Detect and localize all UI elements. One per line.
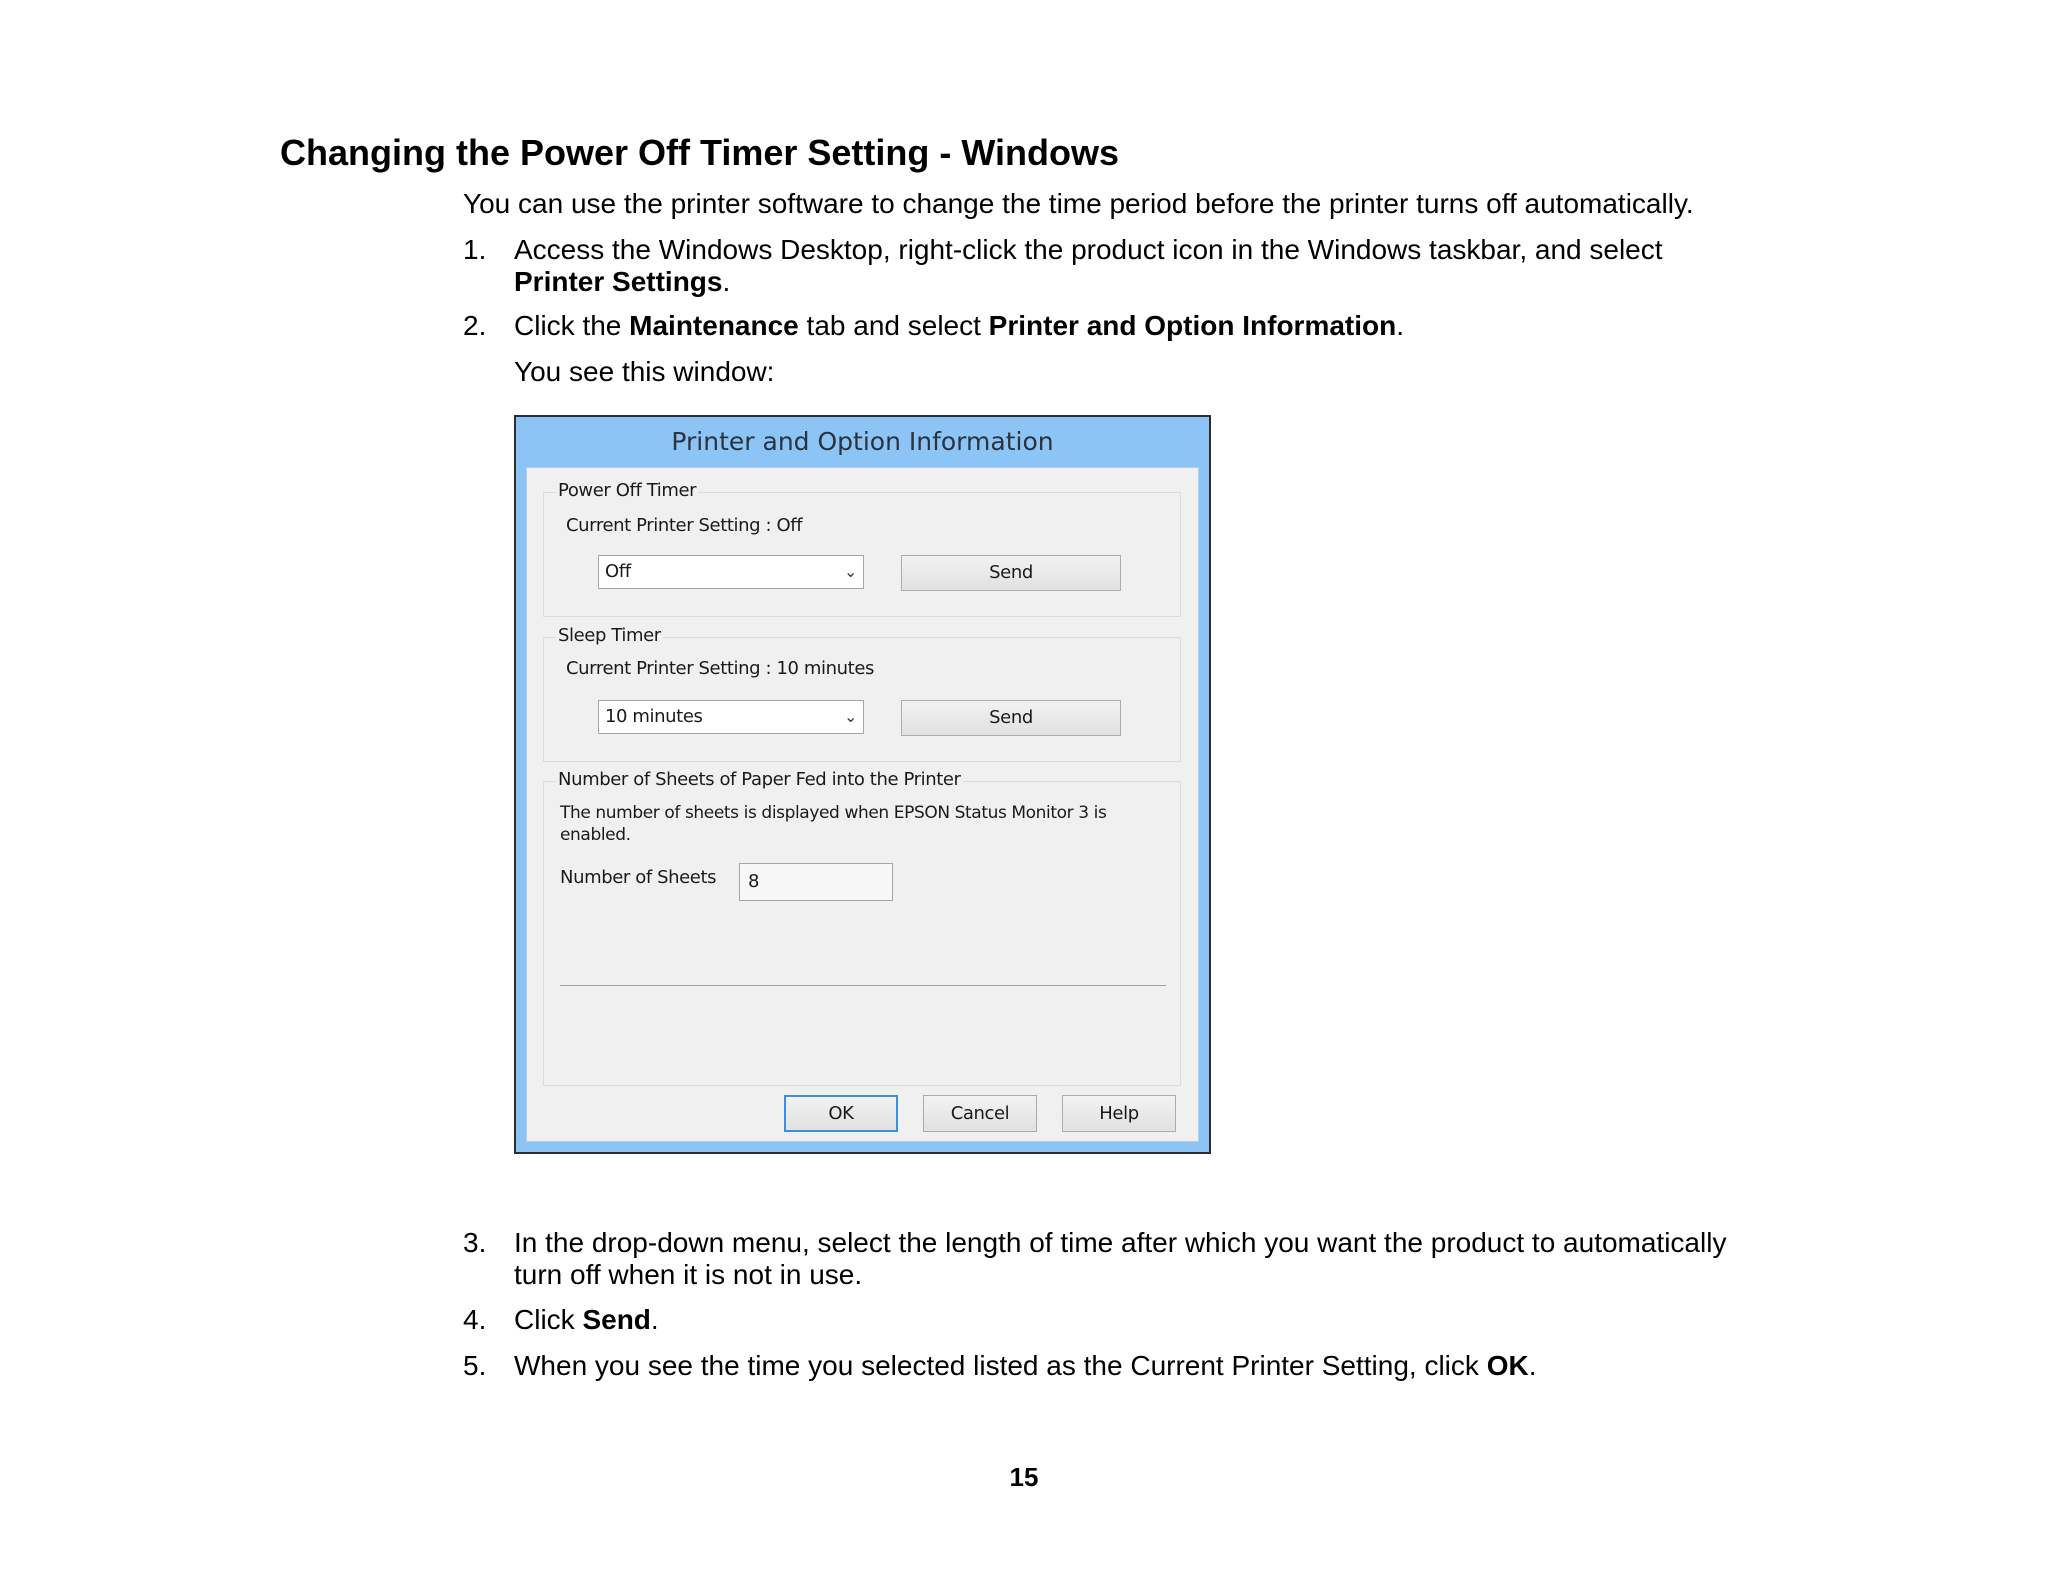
dialog-title: Printer and Option Information xyxy=(671,427,1054,456)
step-5-bold: OK xyxy=(1486,1350,1529,1381)
help-button[interactable]: Help xyxy=(1062,1095,1176,1132)
step-5-number: 5. xyxy=(463,1350,487,1381)
power-off-send-button[interactable]: Send xyxy=(901,555,1121,591)
step-2-mid: tab and select xyxy=(798,310,989,341)
step-3-text xyxy=(514,1227,1726,1291)
window-note: You see this window: xyxy=(514,356,775,387)
step-5-pre: When you see the time you selected listed as the Current Printer Setting, click xyxy=(514,1350,1487,1381)
step-1-text xyxy=(514,234,1663,298)
chevron-down-icon: ⌄ xyxy=(843,562,857,581)
sheets-legend: Number of Sheets of Paper Fed into the Printer xyxy=(558,769,961,790)
sleep-timer-group xyxy=(543,625,1181,762)
step-3-number: 3. xyxy=(463,1227,487,1258)
intro-paragraph: You can use the printer software to change the time period before the printer turns off automatically. xyxy=(463,188,1694,219)
chevron-down-icon: ⌄ xyxy=(843,707,857,726)
power-off-current-setting: Current Printer Setting : Off xyxy=(566,515,803,536)
step-1-line1: Access the Windows Desktop, right-click the product icon in the Windows taskbar, and select xyxy=(514,234,1663,265)
page-number: 15 xyxy=(1009,1462,1039,1492)
step-2-pre: Click the xyxy=(514,310,630,341)
sheets-description: The number of sheets is displayed when EPSON Status Monitor 3 is enabled. xyxy=(560,803,1107,845)
power-off-timer-legend: Power Off Timer xyxy=(558,480,697,501)
step-1-number: 1. xyxy=(463,234,487,265)
step-4-bold: Send xyxy=(582,1304,651,1335)
step-2-number: 2. xyxy=(463,310,487,341)
power-off-timer-group xyxy=(543,480,1181,617)
step-1-bold: Printer Settings xyxy=(514,266,723,297)
sleep-send-button[interactable]: Send xyxy=(901,700,1121,736)
step-5-tail: . xyxy=(1528,1350,1537,1381)
sleep-timer-select[interactable] xyxy=(598,700,864,734)
sheets-group xyxy=(543,769,1181,1086)
page-title: Changing the Power Off Timer Setting - Windows xyxy=(280,132,1120,173)
number-of-sheets-field: 8 xyxy=(739,863,893,901)
ok-button[interactable]: OK xyxy=(784,1095,898,1132)
step-2-tail: . xyxy=(1396,310,1404,341)
step-2-bold-1: Maintenance xyxy=(629,310,799,341)
step-5-text xyxy=(514,1350,1536,1382)
dialog-client-area xyxy=(526,467,1199,1142)
step-3-line2: turn off when it is not in use. xyxy=(514,1259,863,1290)
number-of-sheets-label: Number of Sheets xyxy=(560,867,717,888)
step-4-pre: Click xyxy=(514,1304,583,1335)
step-2-bold-2: Printer and Option Information xyxy=(988,310,1397,341)
step-1-tail: . xyxy=(722,266,731,297)
sleep-timer-legend: Sleep Timer xyxy=(558,625,661,646)
step-4-tail: . xyxy=(650,1304,659,1335)
step-4-text xyxy=(514,1304,659,1336)
power-off-selected-value: Off xyxy=(605,561,631,582)
printer-option-dialog xyxy=(514,415,1211,1154)
power-off-timer-select[interactable] xyxy=(598,555,864,589)
step-3-line1: In the drop-down menu, select the length of time after which you want the product to automatically xyxy=(514,1227,1727,1258)
sleep-current-setting: Current Printer Setting : 10 minutes xyxy=(566,658,874,679)
step-2-text xyxy=(514,310,1404,342)
separator xyxy=(560,985,1166,986)
step-4-number: 4. xyxy=(463,1304,487,1335)
sleep-selected-value: 10 minutes xyxy=(605,706,703,727)
cancel-button[interactable]: Cancel xyxy=(923,1095,1037,1132)
